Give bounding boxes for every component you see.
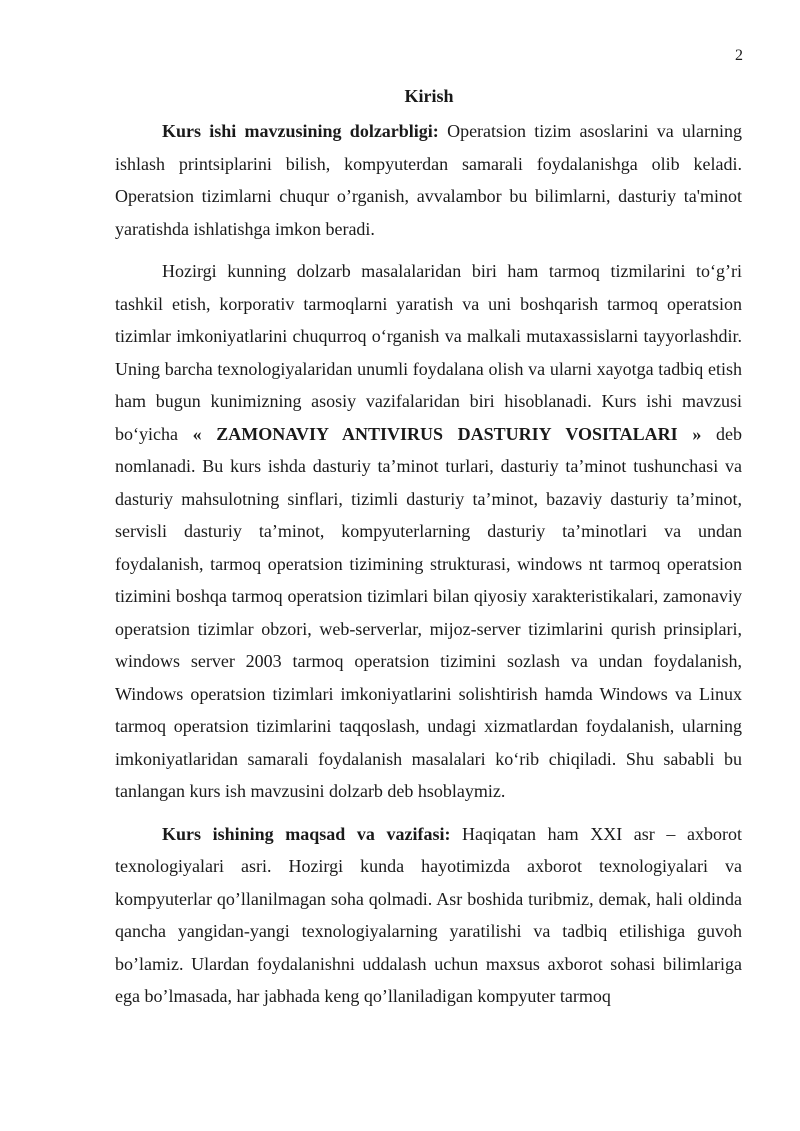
document-body <box>115 115 742 1023</box>
course-topic-title: « ZAMONAVIY ANTIVIRUS DASTURIY VOSITALARI » <box>192 423 702 444</box>
relevance-heading: Kurs ishi mavzusining dolzarbligi: <box>162 121 439 141</box>
page-title: Kirish <box>404 86 454 106</box>
topic-text-before: Hozirgi kunning dolzarb masalalaridan biri ham tarmoq tizmilarini to‘g’ri tashkil etish, korporativ tarmoqlarni yaratish va uni boshqarish tarmoq operatsion tizimlar imkoniyatlarini chuqurroq o‘rganish va malkali mutaxassislarni tayyorlashdir. Uning barcha texnologiyalaridan unumli foydalana olish va ularni xayotga tadbiq etish ham bugun kunimizning asosiy vazifalaridan biri hisoblanadi. Kurs ishi mavzusi bo‘yicha <box>115 261 742 444</box>
goal-text: Haqiqatan ham XXI asr – axborot texnologiyalari asri. Hozirgi kunda hayotimizda axborot texnologiyalari va kompyuterlar qo’llanilmagan soha qolmadi. Asr boshida turibmiz, demak, hali oldinda qancha yangidan-yangi texnologiyalarning yaratilishi va tadbiq etilishiga guvoh bo’lamiz. Ulardan foydalanishni uddalash uchun maxsus axborot sohasi bilimlariga ega bo’lmasada, har jabhada keng qo’llaniladigan kompyuter tarmoq <box>115 823 742 1006</box>
page-number: 2 <box>735 47 743 64</box>
goal-heading: Kurs ishining maqsad va vazifasi: <box>162 823 451 844</box>
relevance-text: Operatsion tizim asoslarini va ularning ishlash printsiplarini bilish, kompyuterdan samarali foydalanishga olib keladi. Operatsion tizimlarni chuqur o’rganish, avvalambor bu bilimlarni, dasturiy ta'minot yaratishda ishlatishga imkon beradi. <box>115 121 743 239</box>
paragraph-topic <box>115 255 742 808</box>
topic-text-after: deb nomlanadi. Bu kurs ishda dasturiy ta’minot turlari, dasturiy ta’minot tushunchasi va dasturiy mahsulotning sinflari, tizimli dasturiy ta’minot, bazaviy dasturiy ta’minot, servisli dasturiy ta’minot, kompyuterlarning dasturiy ta’minotlari va undan foydalanish, tarmoq operatsion tizimining strukturasi, windows nt tarmoq operatsion tizimini boshqa tarmoq operatsion tizimlari bilan qiyosiy xarakteristikalari, zamonaviy operatsion tizimlar obzori, web-serverlar, mijoz-server tizimlarini qurish prinsiplari, windows server 2003 tarmoq operatsion tizimini sozlash va undan foydalanish, Windows operatsion tizimlari imkoniyatlarini solishtirish hamda Windows va Linux tarmoq operatsion tizimlarini taqqoslash, undagi xizmatlardan foydalanish, ularning imkoniyatlaridan samarali foydalanish masalalari ko‘rib chiqiladi. Shu sababli bu tanlangan kurs ish mavzusini dolzarb deb hsoblaymiz. <box>115 423 742 801</box>
paragraph-goal <box>115 818 742 1013</box>
paragraph-relevance <box>115 115 742 245</box>
